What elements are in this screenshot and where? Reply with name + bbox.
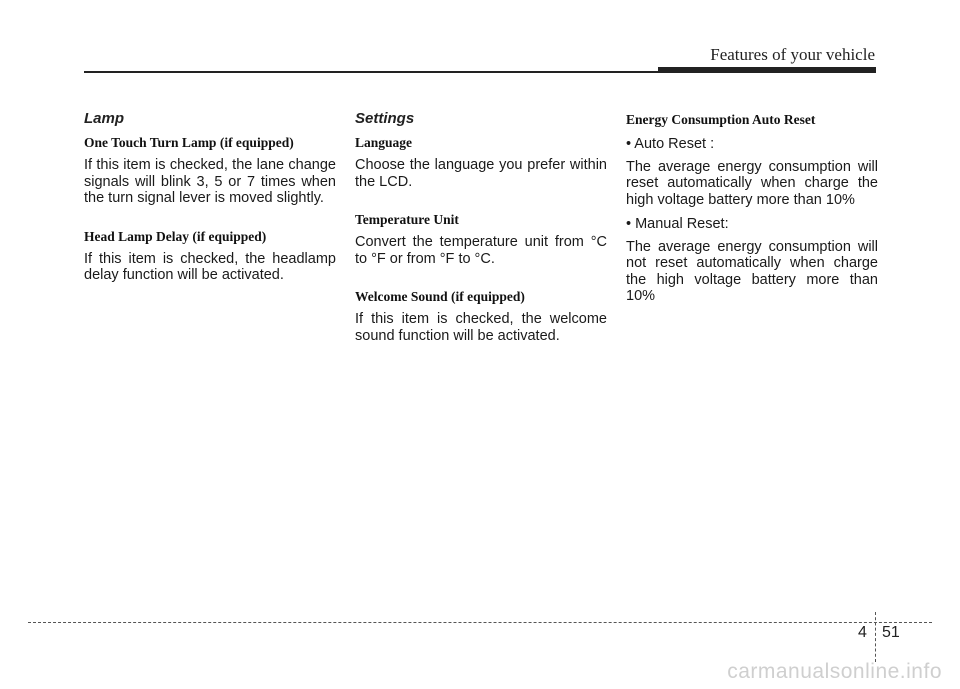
item-text: Convert the temperature unit from °C to °F or from °F to °C. [355,234,607,267]
column-lamp [84,108,336,306]
page-number: 51 [882,624,900,641]
item-head-lamp-delay [84,229,336,284]
item-title: One Touch Turn Lamp (if equipped) [84,135,294,150]
section-heading-lamp: Lamp [84,110,125,127]
item-text: Choose the language you prefer within the LCD. [355,157,607,190]
item-text: If this item is checked, the welcome sound function will be activated. [355,311,607,344]
bullet-manual-reset: • Manual Reset: [626,216,729,232]
item-title: Language [355,135,413,150]
column-settings [355,108,607,366]
chapter-number: 4 [858,624,867,641]
header-title: Features of your vehicle [710,45,875,64]
item-temperature-unit [355,212,607,267]
item-language [355,135,607,190]
bullet-text: The average energy consumption will reset automatically when charge the high voltage battery more than 10% [626,158,878,208]
item-text: If this item is checked, the lane change signals will blink 3, 5 or 7 times when the turn signal lever is moved slightly. [84,157,336,206]
bullet-text: The average energy consumption will not reset automatically when charge the high voltage battery more than 10% [626,238,878,304]
item-one-touch-turn-lamp [84,135,336,207]
item-title: Head Lamp Delay (if equipped) [84,228,267,244]
footer-dashed-rule [28,622,932,623]
item-welcome-sound [355,289,607,344]
item-title: Temperature Unit [355,212,459,227]
section-heading-settings: Settings [355,110,415,127]
item-title: Welcome Sound (if equipped) [355,289,525,304]
header-rule-accent [658,67,876,72]
item-title-energy-consumption-auto-reset: Energy Consumption Auto Reset [626,112,816,127]
watermark: carmanualsonline.info [727,660,942,683]
item-text: If this item is checked, the headlamp delay function will be activated. [84,250,336,283]
bullet-auto-reset: • Auto Reset : [626,136,715,152]
page-number-separator [875,612,876,662]
column-energy-reset [626,108,878,313]
